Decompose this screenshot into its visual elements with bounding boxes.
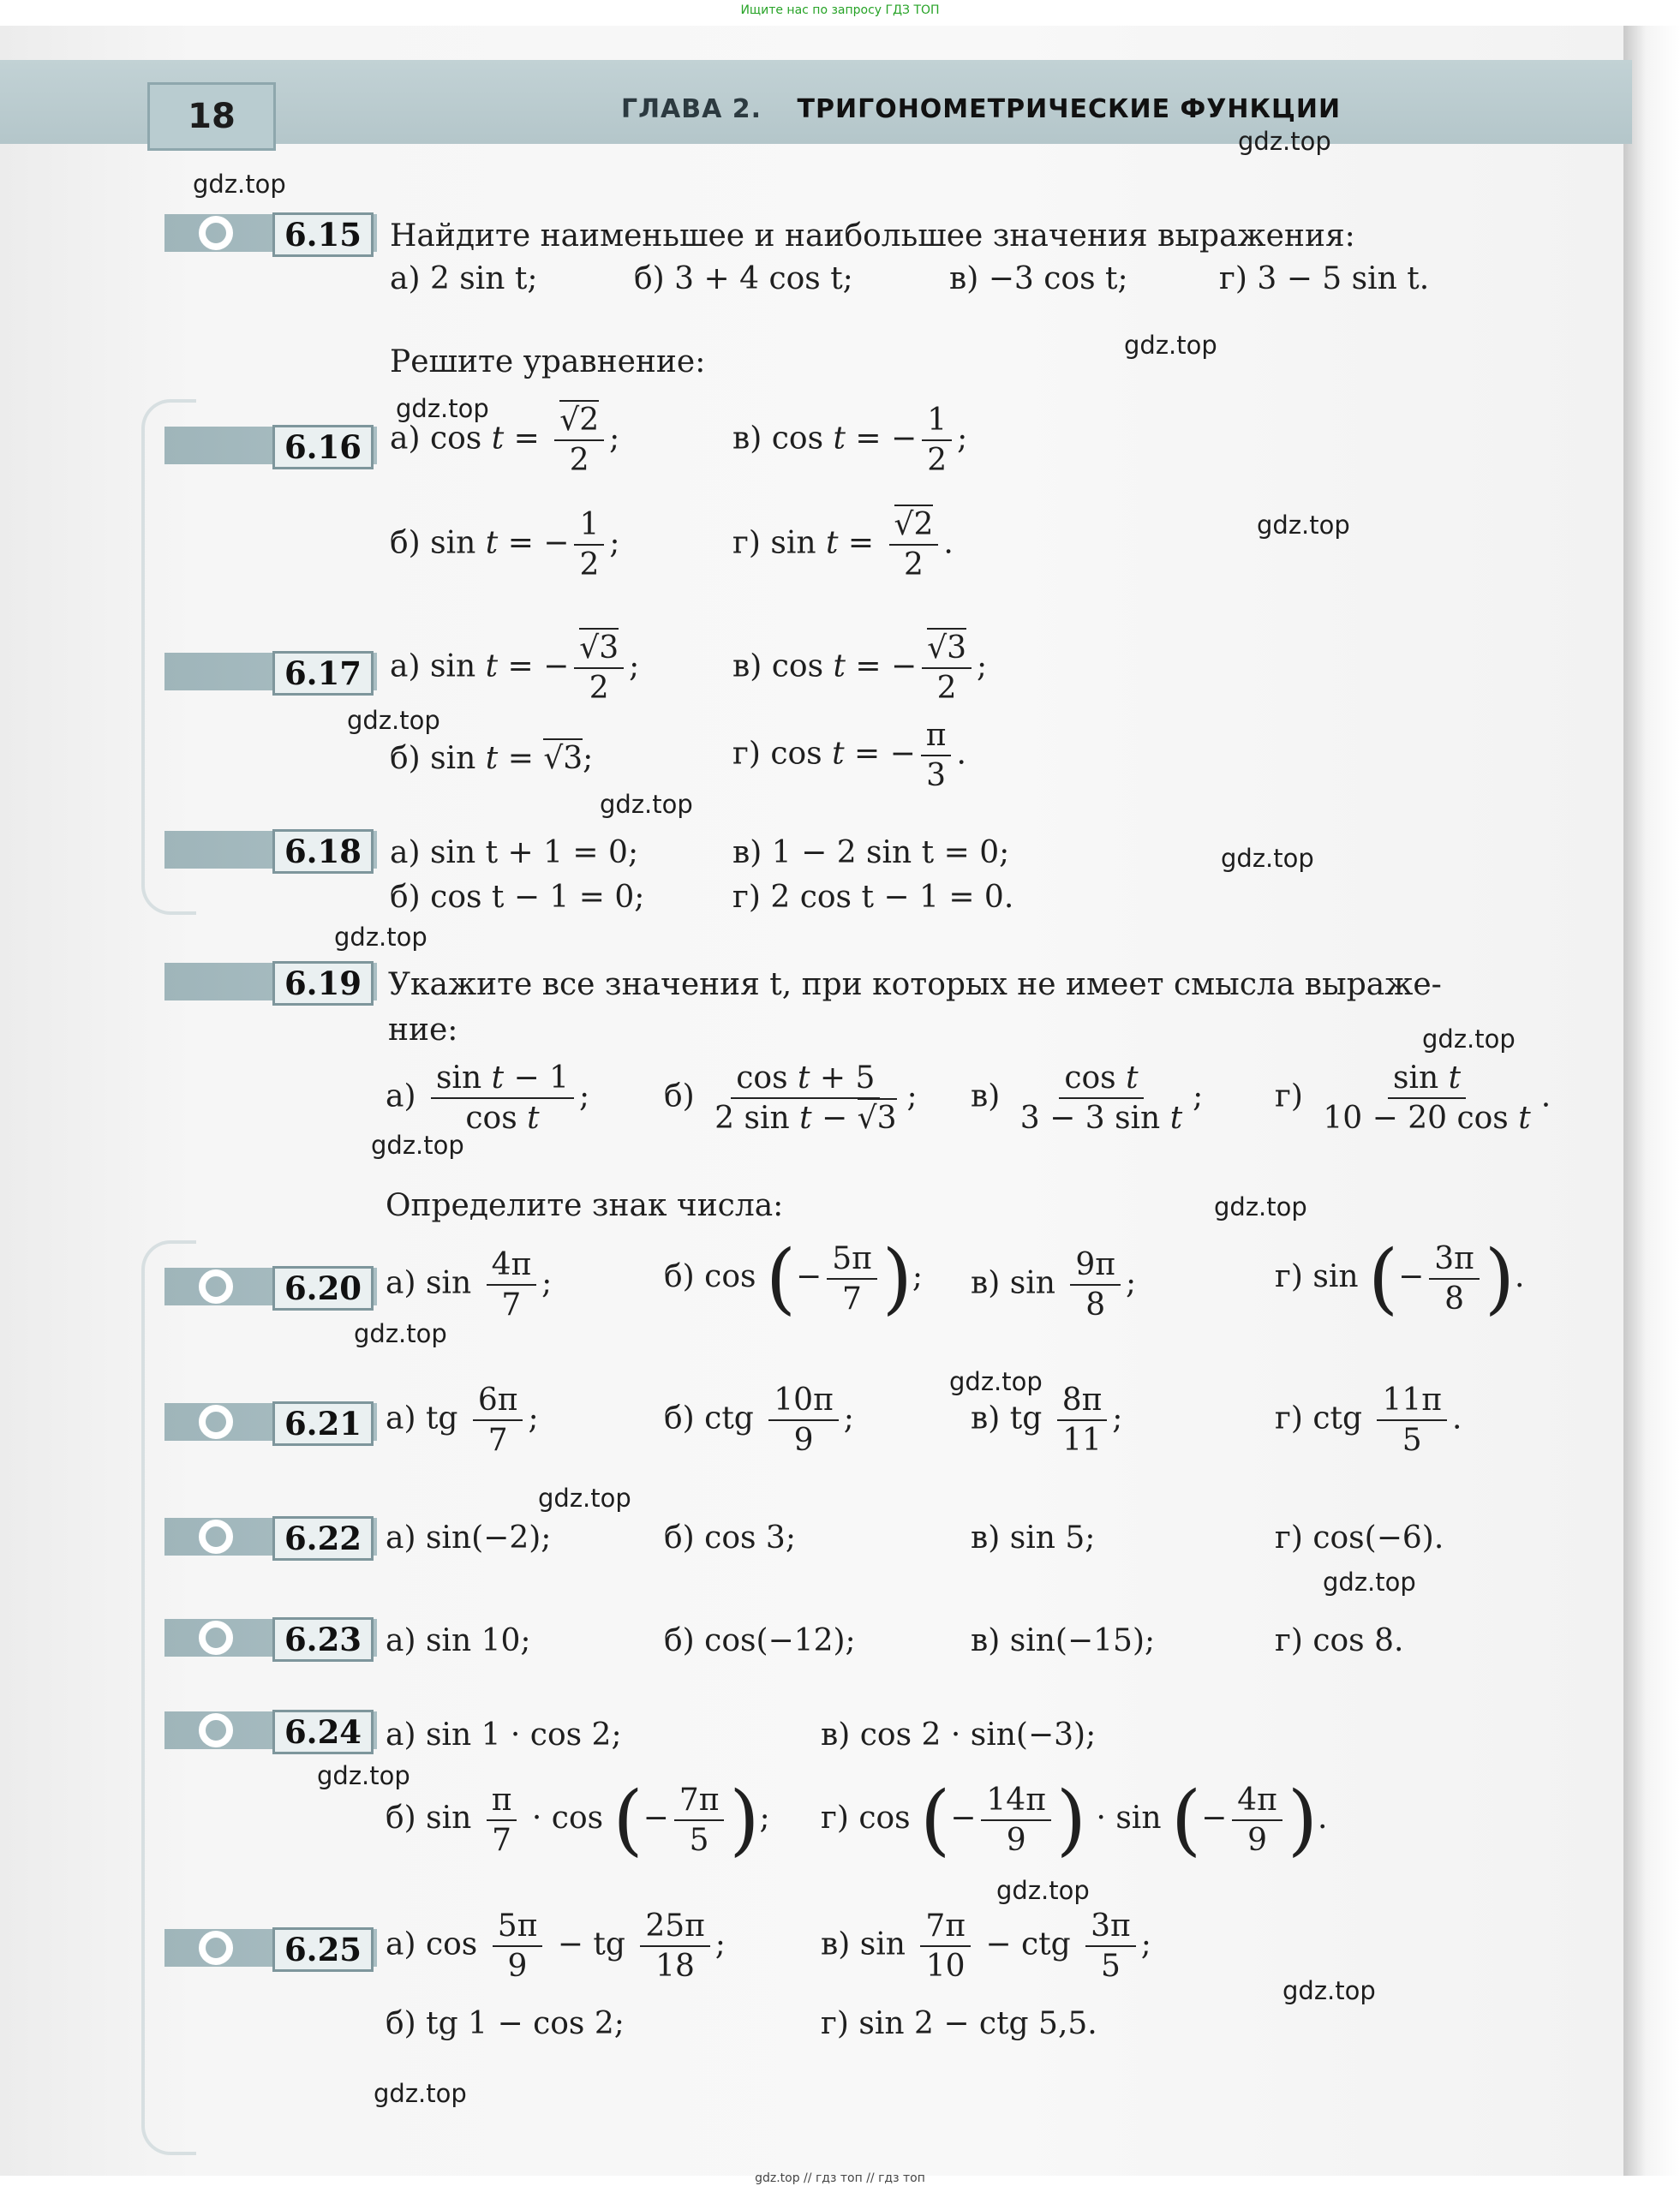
page-edge-shadow <box>1623 26 1680 2176</box>
top-site-link[interactable]: Ищите нас по запросу ГДЗ ТОП <box>740 3 940 17</box>
problem-number: 6.15 <box>272 212 374 257</box>
item-v: в) cos t = − $\frac{1}{2}$ ; <box>732 403 968 479</box>
item-v: в) −3 cos t; <box>949 261 1128 296</box>
watermark: gdz.top <box>1214 1192 1307 1221</box>
problem-text: Укажите все значения t, при которых не имеет смысла выраже- <box>388 967 1442 1002</box>
item-g: г) sin 2 − ctg 5,5. <box>821 2006 1097 2041</box>
circle-marker-icon <box>199 1621 233 1655</box>
problem-number: 6.19 <box>272 961 374 1006</box>
problem-text: Найдите наименьшее и наибольшее значения выражения: <box>390 218 1355 254</box>
item-a: а) tg $\frac{6\pi}{7}$ ; <box>386 1383 539 1459</box>
item-v: в) cos 2 · sin(−3); <box>821 1717 1097 1753</box>
item-b: б) sin t = − $\frac{1}{2}$ ; <box>390 507 620 583</box>
problem-number: 6.16 <box>272 425 374 469</box>
watermark: gdz.top <box>1221 844 1314 873</box>
circle-marker-icon <box>199 1269 233 1304</box>
watermark: gdz.top <box>600 790 693 819</box>
item-a: а) sin t + 1 = 0; <box>390 835 639 870</box>
page-number: 18 <box>147 82 276 151</box>
watermark: gdz.top <box>1282 1976 1376 2005</box>
problem-number: 6.17 <box>272 651 374 696</box>
item-v: в) sin $\frac{7\pi}{10}$ − ctg $\frac{3\pi}{5}$ ; <box>821 1908 1151 1985</box>
item-v: в) tg $\frac{8\pi}{11}$ ; <box>971 1383 1123 1459</box>
problem-number: 6.25 <box>272 1927 374 1972</box>
item-a: а) cos $\frac{5\pi}{9}$ − tg $\frac{25\pi}{18}$ ; <box>386 1908 726 1985</box>
item-v: в) sin $\frac{9\pi}{8}$ ; <box>971 1247 1137 1323</box>
chapter-title: ТРИГОНОМЕТРИЧЕСКИЕ ФУНКЦИИ <box>797 94 1342 124</box>
item-g: г) 3 − 5 sin t. <box>1219 261 1430 296</box>
item-a: а) $\frac{\text{sin t − 1}}{\text{cos t}}$ ; <box>386 1060 590 1137</box>
watermark: gdz.top <box>949 1367 1043 1396</box>
item-g: г) cos(−6). <box>1275 1520 1444 1556</box>
watermark: gdz.top <box>1257 511 1350 540</box>
circle-marker-icon <box>199 1931 233 1965</box>
problem-number: 6.22 <box>272 1516 374 1561</box>
item-v: в) cos t = − $\frac{√3}{2}$ ; <box>732 630 987 707</box>
watermark: gdz.top <box>347 706 440 735</box>
watermark: gdz.top <box>996 1876 1090 1905</box>
watermark: gdz.top <box>1422 1024 1516 1054</box>
watermark: gdz.top <box>538 1484 631 1513</box>
item-a: а) cos t = $\frac{√2}{2}$ ; <box>390 403 619 479</box>
item-g: г) sin (− $\frac{3\pi}{8}$ ). <box>1275 1233 1525 1323</box>
watermark: gdz.top <box>396 394 489 423</box>
watermark: gdz.top <box>1238 127 1331 156</box>
item-a: а) sin t = − $\frac{√3}{2}$ ; <box>390 630 639 707</box>
watermark: gdz.top <box>374 2079 467 2108</box>
watermark: gdz.top <box>317 1761 410 1790</box>
item-b: б) cos t − 1 = 0; <box>390 880 645 915</box>
item-b: б) $\frac{\text{cos t + 5}}{\text{2 sin t − √3}}$ ; <box>664 1060 918 1137</box>
chapter-heading <box>621 94 1341 124</box>
item-b: б) ctg $\frac{10\pi}{9}$ ; <box>664 1383 854 1459</box>
item-b: б) cos 3; <box>664 1520 796 1556</box>
item-a: а) sin 10; <box>386 1623 531 1658</box>
item-b: б) tg 1 − cos 2; <box>386 2006 625 2041</box>
item-g: г) sin t = $\frac{√2}{2}$ . <box>732 507 954 583</box>
instruction-solve: Решите уравнение: <box>390 344 706 379</box>
item-v: в) sin(−15); <box>971 1623 1156 1658</box>
item-b: б) cos (− $\frac{5\pi}{7}$ ); <box>664 1233 924 1323</box>
watermark: gdz.top <box>193 170 286 199</box>
problem-number: 6.23 <box>272 1617 374 1662</box>
item-a: а) sin(−2); <box>386 1520 552 1556</box>
circle-marker-icon <box>199 1713 233 1747</box>
circle-marker-icon <box>199 1520 233 1554</box>
item-b: б) 3 + 4 cos t; <box>634 261 853 296</box>
item-g: г) cos 8. <box>1275 1623 1404 1658</box>
item-b: б) cos(−12); <box>664 1623 856 1658</box>
item-v: в) 1 − 2 sin t = 0; <box>732 835 1010 870</box>
item-g: г) cos (− $\frac{14\pi}{9}$ ) · sin (− $\frac{4\pi}{9}$ ). <box>821 1775 1328 1865</box>
item-g: г) cos t = − $\frac{\pi}{3}$ . <box>732 718 966 794</box>
item-g: г) 2 cos t − 1 = 0. <box>732 880 1014 915</box>
problem-number: 6.18 <box>272 829 374 874</box>
item-g: г) $\frac{\text{sin t}}{\text{10 − 20 cos t}}$ . <box>1275 1060 1551 1137</box>
item-a: а) sin 1 · cos 2; <box>386 1717 622 1753</box>
instruction-sign: Определите знак числа: <box>386 1188 784 1223</box>
problem-text-cont: ние: <box>388 1012 458 1048</box>
problem-number: 6.24 <box>272 1710 374 1754</box>
item-g: г) ctg $\frac{11\pi}{5}$ . <box>1275 1383 1462 1459</box>
bottom-site-link[interactable]: gdz.top // гдз топ // гдз топ <box>755 2171 925 2185</box>
item-a: а) sin $\frac{4\pi}{7}$ ; <box>386 1247 553 1323</box>
item-b: б) sin t = √3; <box>390 744 593 774</box>
problem-number: 6.20 <box>272 1266 374 1311</box>
circle-marker-icon <box>199 1405 233 1439</box>
item-v: в) $\frac{\text{cos t}}{\text{3 − 3 sin t}}$ ; <box>971 1060 1204 1137</box>
watermark: gdz.top <box>354 1319 447 1348</box>
problem-number: 6.21 <box>272 1401 374 1446</box>
item-v: в) sin 5; <box>971 1520 1096 1556</box>
watermark: gdz.top <box>1124 331 1217 360</box>
group-bracket <box>141 1240 196 2155</box>
watermark: gdz.top <box>371 1131 464 1160</box>
circle-marker-icon <box>199 216 233 250</box>
watermark: gdz.top <box>334 923 427 952</box>
item-a: а) 2 sin t; <box>390 261 538 296</box>
chapter-label: ГЛАВА 2. <box>621 94 762 124</box>
watermark: gdz.top <box>1323 1568 1416 1597</box>
item-b: б) sin $\frac{\pi}{7}$ · cos (− $\frac{7\pi}{5}$ ); <box>386 1775 770 1865</box>
